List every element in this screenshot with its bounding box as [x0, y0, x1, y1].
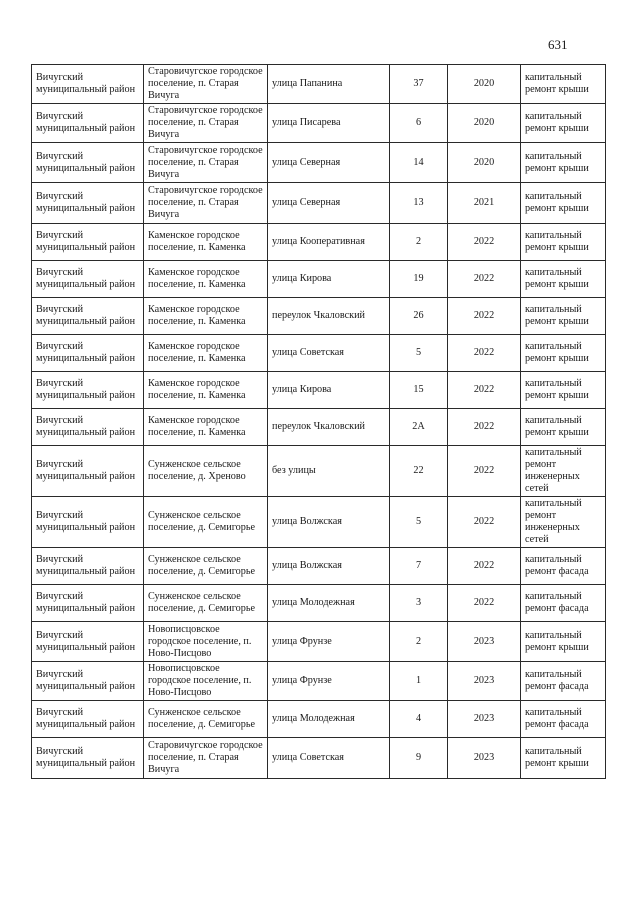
- house-number-cell: 5: [390, 335, 448, 372]
- work-type-cell: капитальный ремонт крыши: [521, 65, 606, 104]
- house-number-cell: 9: [390, 738, 448, 779]
- house-number-cell: 26: [390, 298, 448, 335]
- house-number-cell: 37: [390, 65, 448, 104]
- street-cell: улица Кирова: [268, 261, 390, 298]
- street-cell: без улицы: [268, 446, 390, 497]
- work-type-cell: капитальный ремонт инженерных сетей: [521, 497, 606, 548]
- house-number-cell: 19: [390, 261, 448, 298]
- house-number-cell: 5: [390, 497, 448, 548]
- street-cell: улица Волжская: [268, 497, 390, 548]
- house-number-cell: 1: [390, 662, 448, 701]
- work-type-cell: капитальный ремонт крыши: [521, 143, 606, 183]
- district-cell: Вичугский муниципальный район: [32, 298, 144, 335]
- street-cell: улица Волжская: [268, 548, 390, 585]
- table-row: [32, 335, 606, 372]
- work-type-cell: капитальный ремонт крыши: [521, 183, 606, 224]
- table-row: [32, 409, 606, 446]
- street-cell: улица Советская: [268, 738, 390, 779]
- year-cell: 2022: [448, 497, 521, 548]
- year-cell: 2022: [448, 409, 521, 446]
- settlement-cell: Сунженское сельское поселение, д. Семигорье: [144, 548, 268, 585]
- district-cell: Вичугский муниципальный район: [32, 446, 144, 497]
- street-cell: улица Северная: [268, 143, 390, 183]
- district-cell: Вичугский муниципальный район: [32, 662, 144, 701]
- work-type-cell: капитальный ремонт инженерных сетей: [521, 446, 606, 497]
- house-number-cell: 4: [390, 701, 448, 738]
- table-row: [32, 372, 606, 409]
- district-cell: Вичугский муниципальный район: [32, 143, 144, 183]
- house-number-cell: 2: [390, 224, 448, 261]
- settlement-cell: Старовичугское городское поселение, п. Старая Вичуга: [144, 183, 268, 224]
- district-cell: Вичугский муниципальный район: [32, 372, 144, 409]
- year-cell: 2020: [448, 143, 521, 183]
- district-cell: Вичугский муниципальный район: [32, 409, 144, 446]
- settlement-cell: Каменское городское поселение, п. Каменка: [144, 224, 268, 261]
- settlement-cell: Сунженское сельское поселение, д. Семигорье: [144, 701, 268, 738]
- table-row: [32, 65, 606, 104]
- table-row: [32, 224, 606, 261]
- street-cell: улица Фрунзе: [268, 622, 390, 662]
- year-cell: 2022: [448, 261, 521, 298]
- district-cell: Вичугский муниципальный район: [32, 585, 144, 622]
- settlement-cell: Старовичугское городское поселение, п. Старая Вичуга: [144, 65, 268, 104]
- year-cell: 2022: [448, 585, 521, 622]
- district-cell: Вичугский муниципальный район: [32, 261, 144, 298]
- district-cell: Вичугский муниципальный район: [32, 335, 144, 372]
- street-cell: улица Северная: [268, 183, 390, 224]
- work-type-cell: капитальный ремонт крыши: [521, 622, 606, 662]
- district-cell: Вичугский муниципальный район: [32, 104, 144, 143]
- year-cell: 2022: [448, 372, 521, 409]
- house-number-cell: 14: [390, 143, 448, 183]
- work-type-cell: капитальный ремонт крыши: [521, 224, 606, 261]
- work-type-cell: капитальный ремонт крыши: [521, 261, 606, 298]
- district-cell: Вичугский муниципальный район: [32, 183, 144, 224]
- table-row: [32, 585, 606, 622]
- house-number-cell: 2: [390, 622, 448, 662]
- table-row: [32, 662, 606, 701]
- settlement-cell: Старовичугское городское поселение, п. Старая Вичуга: [144, 738, 268, 779]
- table-body: [32, 65, 606, 779]
- year-cell: 2023: [448, 738, 521, 779]
- district-cell: Вичугский муниципальный район: [32, 497, 144, 548]
- street-cell: улица Молодежная: [268, 585, 390, 622]
- settlement-cell: Каменское городское поселение, п. Каменка: [144, 409, 268, 446]
- work-type-cell: капитальный ремонт крыши: [521, 298, 606, 335]
- house-number-cell: 3: [390, 585, 448, 622]
- work-type-cell: капитальный ремонт фасада: [521, 662, 606, 701]
- table-row: [32, 183, 606, 224]
- table-row: [32, 298, 606, 335]
- year-cell: 2022: [448, 224, 521, 261]
- settlement-cell: Новописцовское городское поселение, п. Ново-Писцово: [144, 662, 268, 701]
- housing-repair-table: [31, 64, 606, 779]
- year-cell: 2020: [448, 104, 521, 143]
- table-row: [32, 497, 606, 548]
- year-cell: 2023: [448, 701, 521, 738]
- house-number-cell: 7: [390, 548, 448, 585]
- district-cell: Вичугский муниципальный район: [32, 224, 144, 261]
- work-type-cell: капитальный ремонт фасада: [521, 585, 606, 622]
- table-row: [32, 446, 606, 497]
- work-type-cell: капитальный ремонт фасада: [521, 701, 606, 738]
- district-cell: Вичугский муниципальный район: [32, 548, 144, 585]
- house-number-cell: 15: [390, 372, 448, 409]
- year-cell: 2022: [448, 335, 521, 372]
- work-type-cell: капитальный ремонт фасада: [521, 548, 606, 585]
- street-cell: улица Папанина: [268, 65, 390, 104]
- house-number-cell: 6: [390, 104, 448, 143]
- settlement-cell: Старовичугское городское поселение, п. Старая Вичуга: [144, 143, 268, 183]
- house-number-cell: 2А: [390, 409, 448, 446]
- street-cell: улица Кооперативная: [268, 224, 390, 261]
- street-cell: улица Писарева: [268, 104, 390, 143]
- work-type-cell: капитальный ремонт крыши: [521, 104, 606, 143]
- street-cell: переулок Чкаловский: [268, 298, 390, 335]
- settlement-cell: Сунженское сельское поселение, д. Хреново: [144, 446, 268, 497]
- year-cell: 2022: [448, 548, 521, 585]
- work-type-cell: капитальный ремонт крыши: [521, 409, 606, 446]
- district-cell: Вичугский муниципальный район: [32, 738, 144, 779]
- table-row: [32, 738, 606, 779]
- table-row: [32, 701, 606, 738]
- table-row: [32, 261, 606, 298]
- settlement-cell: Старовичугское городское поселение, п. Старая Вичуга: [144, 104, 268, 143]
- street-cell: переулок Чкаловский: [268, 409, 390, 446]
- street-cell: улица Советская: [268, 335, 390, 372]
- street-cell: улица Фрунзе: [268, 662, 390, 701]
- street-cell: улица Молодежная: [268, 701, 390, 738]
- table-row: [32, 622, 606, 662]
- work-type-cell: капитальный ремонт крыши: [521, 335, 606, 372]
- year-cell: 2020: [448, 65, 521, 104]
- year-cell: 2022: [448, 298, 521, 335]
- year-cell: 2021: [448, 183, 521, 224]
- house-number-cell: 13: [390, 183, 448, 224]
- settlement-cell: Каменское городское поселение, п. Каменка: [144, 372, 268, 409]
- work-type-cell: капитальный ремонт крыши: [521, 738, 606, 779]
- table-row: [32, 143, 606, 183]
- house-number-cell: 22: [390, 446, 448, 497]
- settlement-cell: Каменское городское поселение, п. Каменка: [144, 298, 268, 335]
- district-cell: Вичугский муниципальный район: [32, 701, 144, 738]
- table-row: [32, 548, 606, 585]
- settlement-cell: Сунженское сельское поселение, д. Семигорье: [144, 497, 268, 548]
- street-cell: улица Кирова: [268, 372, 390, 409]
- year-cell: 2023: [448, 662, 521, 701]
- year-cell: 2022: [448, 446, 521, 497]
- work-type-cell: капитальный ремонт крыши: [521, 372, 606, 409]
- district-cell: Вичугский муниципальный район: [32, 65, 144, 104]
- table-row: [32, 104, 606, 143]
- settlement-cell: Каменское городское поселение, п. Каменка: [144, 335, 268, 372]
- settlement-cell: Новописцовское городское поселение, п. Ново-Писцово: [144, 622, 268, 662]
- settlement-cell: Сунженское сельское поселение, д. Семигорье: [144, 585, 268, 622]
- settlement-cell: Каменское городское поселение, п. Каменка: [144, 261, 268, 298]
- page-number: 631: [548, 37, 568, 52]
- district-cell: Вичугский муниципальный район: [32, 622, 144, 662]
- year-cell: 2023: [448, 622, 521, 662]
